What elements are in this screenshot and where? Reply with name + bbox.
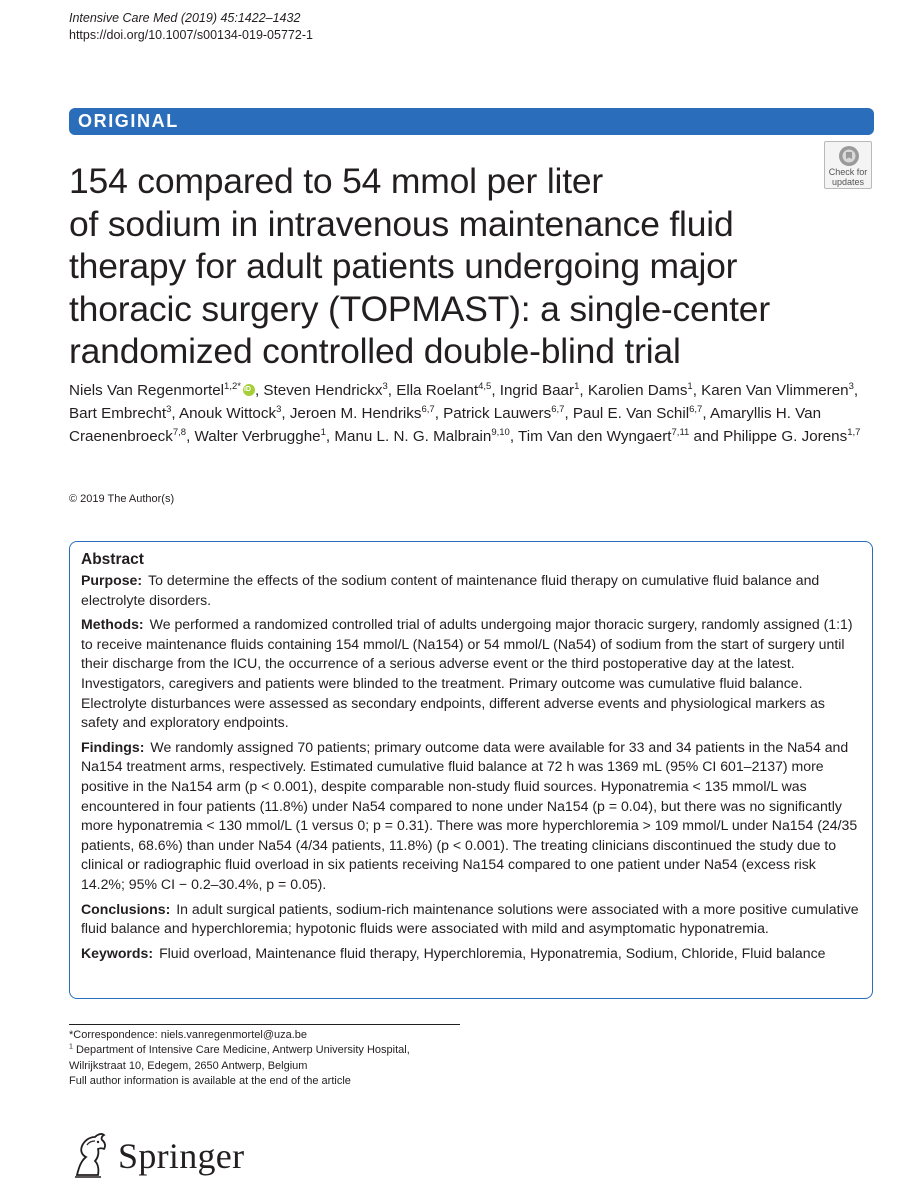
author-name: Ingrid Baar <box>499 382 575 399</box>
author-separator: , <box>509 428 519 446</box>
article-type-label: ORIGINAL <box>78 111 179 131</box>
author-name: Steven Hendrickx <box>263 382 383 399</box>
publisher-name: Springer <box>118 1136 245 1176</box>
author-name: Jeroen M. Hendriks <box>289 405 422 423</box>
author-affiliation-sup: 3 <box>276 404 282 416</box>
author[interactable] <box>195 428 335 445</box>
author-separator: , <box>434 405 444 423</box>
title-line: thoracic surgery (TOPMAST): a single-center <box>69 288 770 329</box>
title-line: randomized controlled double-blind trial <box>69 331 681 371</box>
title-line: 154 compared to 54 mmol per liter <box>69 161 604 201</box>
abstract-box <box>69 541 873 999</box>
author[interactable] <box>396 382 500 399</box>
author[interactable] <box>443 405 573 422</box>
abstract-conclusions: Conclusions: In adult surgical patients, sodium-rich maintenance solutions were associated with a more positive cumulative fluid balance and hyperchloremia; hypotonic fluids were associated with mild and asymptomatic hyponatremia. <box>81 900 859 937</box>
author-separator: , <box>564 405 573 423</box>
author-separator: , <box>702 405 710 423</box>
author-separator: , <box>579 382 588 399</box>
author-name: Walter Verbrugghe <box>194 428 321 446</box>
author-affiliation-sup: 7,8 <box>172 427 187 439</box>
author-separator: , <box>325 428 335 446</box>
author-affiliation-sup: 6,7 <box>689 404 703 416</box>
footnotes <box>69 1028 489 1090</box>
check-for-updates-badge[interactable] <box>824 141 872 189</box>
author-affiliation-sup: 1,2* <box>224 380 241 392</box>
author[interactable] <box>69 405 179 422</box>
author[interactable] <box>263 382 396 399</box>
affiliation-address: Wilrijkstraat 10, Edegem, 2650 Antwerp, Belgium <box>69 1059 308 1072</box>
author[interactable] <box>179 405 290 422</box>
author-affiliation-sup: 6,7 <box>421 404 435 416</box>
abstract-findings: Findings: We randomly assigned 70 patients; primary outcome data were available for 33 and 34 patients in the Na54 and Na154 treatment arms, respectively. Estimated cumulative fluid balance at 72 h was 1369 mL (95% CI 601–2137) more positive in the Na154 arm (p < 0.001), despite comparable non-study fluid sources. Hyponatremia < 135 mmol/L was encountered in four patients (11.8%) under Na54 compared to none under Na154 (p = 0.04), but there was no significantly more hyponatremia < 130 mmol/L (1 versus 0; p = 0.31). There was more hyperchloremia > 109 mmol/L under Na154 (24/35 patients, 68.6%) than under Na54 (4/34 patients, 11.8%) (p < 0.001). The treating clinicians discontinued the study due to clinical or radiographic fluid overload in six patients receiving Na154 compared to one patient under Na54 (excess risk 14.2%; 95% CI − 0.2–30.4%, p = 0.05). <box>81 738 858 892</box>
author[interactable] <box>500 382 588 399</box>
author[interactable] <box>723 428 860 445</box>
author-separator: , <box>853 382 859 399</box>
author-separator: , <box>254 382 264 399</box>
author-name: Bart Embrecht <box>69 405 167 423</box>
journal-meta <box>69 10 313 44</box>
author-affiliation-sup: 7,11 <box>671 427 690 439</box>
author-affiliation-sup: 3 <box>848 380 854 392</box>
check-for-updates-text: Check for updates <box>828 167 868 187</box>
article-type-banner <box>69 108 874 135</box>
affiliation: $^1$ Department of Intensive Care Medicine, Antwerp University Hospital, <box>69 1043 410 1057</box>
author[interactable] <box>290 405 443 422</box>
author-separator: , <box>186 428 195 446</box>
author-name: Anouk Wittock <box>178 405 277 423</box>
author-name: Niels Van Regenmortel <box>69 382 225 399</box>
author[interactable] <box>588 382 701 399</box>
journal-citation: Intensive Care Med (2019) 45:1422–1432 <box>69 11 301 25</box>
author-separator: , <box>281 405 290 423</box>
author-affiliation-sup: 3 <box>382 380 388 392</box>
check-for-updates-icon <box>838 145 860 167</box>
author-name: Karolien Dams <box>587 382 688 399</box>
author-info-note: Full author information is available at the end of the article <box>69 1075 351 1088</box>
publisher-logo <box>71 1131 271 1181</box>
title-line: therapy for adult patients undergoing major <box>69 246 738 286</box>
author[interactable] <box>334 428 518 445</box>
author-affiliation-sup: 6,7 <box>551 404 565 416</box>
author-name: Paul E. Van Schil <box>572 405 690 423</box>
author-separator: , <box>692 382 702 399</box>
author-affiliation-sup: 1 <box>687 380 693 392</box>
author-affiliation-sup: 9,10 <box>491 427 510 439</box>
copyright: © 2019 The Author(s) <box>69 493 175 505</box>
abstract-keywords: Keywords: Fluid overload, Maintenance fluid therapy, Hyperchloremia, Hyponatremia, Sodium, Chloride, Fluid balance <box>81 944 826 961</box>
author-affiliation-sup: 4,5 <box>478 380 492 392</box>
title-line: of sodium in intravenous maintenance fluid <box>69 203 734 244</box>
correspondence[interactable]: *Correspondence: niels.vanregenmortel@uza.be <box>69 1029 308 1041</box>
author[interactable] <box>69 382 263 399</box>
author-separator: , <box>387 382 397 399</box>
author-name: Patrick Lauwers <box>443 405 552 423</box>
author-name: Philippe G. Jorens <box>723 428 848 446</box>
abstract-methods: Methods: We performed a randomized controlled trial of adults undergoing major thoracic surgery, randomly assigned (1:1) to receive maintenance fluids containing 154 mmol/L (Na154) or 54 mmol/L (Na54) of sodium from the start of surgery until their discharge from the ICU, the occurrence of a serious adverse event or the third postoperative day at the latest. Investigators, caregivers and patients were blinded to the treatment. Primary outcome was cumulative fluid balance. Electrolyte disturbances were assessed as secondary endpoints, different adverse events and physiological markers as safety and exploratory endpoints. <box>81 616 853 731</box>
abstract-purpose: Purpose: To determine the effects of the sodium content of maintenance fluid therapy on cumulative fluid balance and electrolyte disorders. <box>81 572 820 608</box>
orcid-icon[interactable] <box>243 384 255 396</box>
author-name: Manu L. N. G. Malbrain <box>334 428 492 446</box>
abstract-heading: Abstract <box>81 551 144 568</box>
author-name: Ella Roelant <box>396 382 479 399</box>
author[interactable] <box>701 382 858 399</box>
author-separator: and <box>689 428 724 446</box>
author-name: Karen Van Vlimmeren <box>701 382 849 399</box>
author-list <box>69 379 869 449</box>
doi-link[interactable]: https://doi.org/10.1007/s00134-019-05772-1 <box>69 28 313 42</box>
author-affiliation-sup: 1 <box>574 380 580 392</box>
article-title <box>69 160 829 373</box>
author-separator: , <box>491 382 500 399</box>
author-affiliation-sup: 1,7 <box>847 427 861 439</box>
author-affiliation-sup: 1 <box>320 427 326 439</box>
author[interactable] <box>518 428 723 445</box>
footnote-divider <box>69 1024 460 1025</box>
springer-horse-logo <box>71 1131 111 1179</box>
author-name: Tim Van den Wyngaert <box>518 428 672 446</box>
author[interactable] <box>573 405 710 422</box>
author-affiliation-sup: 3 <box>166 404 172 416</box>
author-name: Amaryllis H. Van Craenenbroeck <box>69 405 822 446</box>
author-separator: , <box>171 405 179 423</box>
